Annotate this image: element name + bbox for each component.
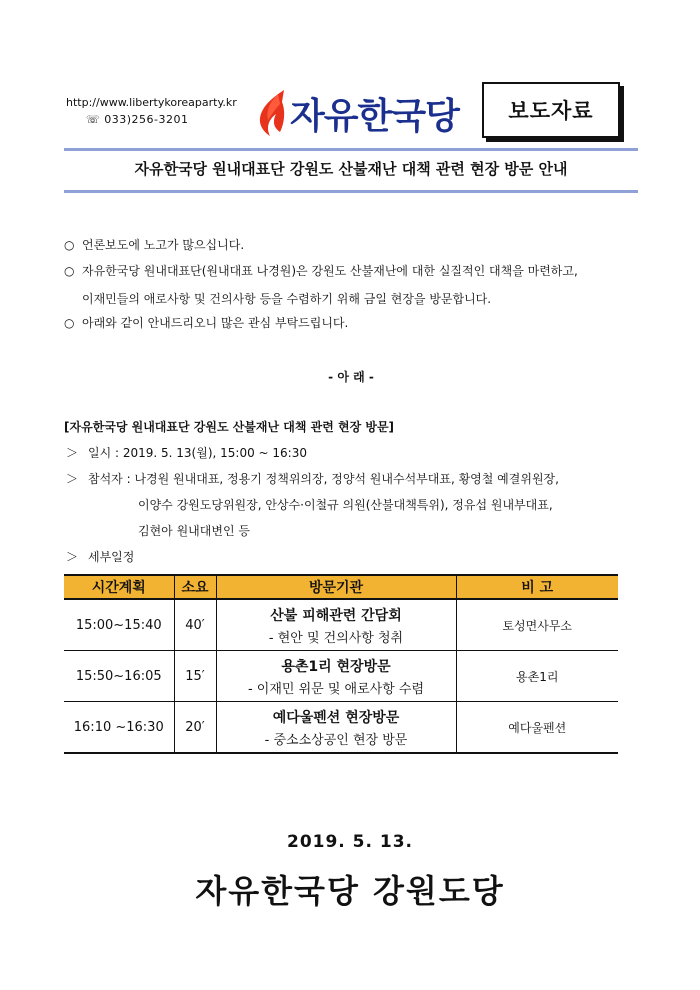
cell-note: 토성면사무소 — [456, 599, 618, 651]
table-header-row — [64, 575, 618, 599]
header-note: 비 고 — [456, 575, 618, 599]
party-phone-number: 033)256-3201 — [104, 113, 189, 126]
note-text: 자유한국당 원내대표단(원내대표 나경원)은 강원도 산불재난에 대한 실질적인 대책을 마련하고, — [82, 264, 578, 278]
note-item-1 — [64, 238, 244, 252]
visit-title: 산불 피해관련 간담회 — [270, 607, 402, 624]
bullet-circle: ○ — [64, 238, 75, 252]
visit-sub: - 이재민 위문 및 애로사항 수렴 — [247, 681, 425, 697]
cell-visit — [216, 702, 456, 754]
cell-duration: 20′ — [174, 702, 216, 754]
cell-visit — [216, 651, 456, 702]
header-visit: 방문기관 — [216, 575, 456, 599]
table-row — [64, 599, 618, 651]
cell-duration: 15′ — [174, 651, 216, 702]
detail-marker: ＞ — [66, 446, 79, 460]
detail-marker: ＞ — [66, 550, 79, 564]
schedule-label: 세부일정 — [88, 550, 135, 564]
headline-top-rule — [64, 148, 638, 151]
note-item-2-continuation: 이재민들의 애로사항 및 건의사항 등을 수렴하기 위해 금일 현장을 방문합니다. — [82, 292, 492, 306]
cell-visit — [216, 599, 456, 651]
attendees-line-1: 나경원 원내대표, 정용기 정책위의장, 정양석 원내수석부대표, 황영철 예결위원장, — [134, 472, 559, 486]
cell-note: 예다울펜션 — [456, 702, 618, 754]
bullet-circle: ○ — [64, 316, 75, 330]
detail-marker: ＞ — [66, 472, 79, 486]
press-release-label: 보도자료 — [508, 99, 594, 123]
document-headline: 자유한국당 원내대표단 강원도 산불재난 대책 관련 현장 방문 안내 — [134, 160, 568, 178]
detail-datetime — [66, 444, 307, 461]
cell-duration: 40′ — [174, 599, 216, 651]
visit-sub: - 현안 및 건의사항 청취 — [268, 630, 404, 646]
visit-title: 예다울펜션 현장방문 — [272, 709, 400, 726]
cell-time: 15:00~15:40 — [64, 599, 174, 651]
footer-date: 2019. 5. 13. — [286, 832, 413, 852]
note-text: 아래와 같이 안내드리오니 많은 관심 부탁드립니다. — [82, 316, 349, 330]
below-marker: - 아 래 - — [328, 370, 374, 384]
detail-schedule — [66, 548, 134, 565]
torch-flame-logo-icon — [254, 88, 290, 138]
datetime-text: 일시 : 2019. 5. 13(월), 15:00 ~ 16:30 — [88, 446, 307, 460]
attendees-line-3: 김현아 원내대변인 등 — [138, 524, 250, 538]
headline-bottom-rule — [64, 190, 638, 193]
phone-icon: ☏ — [86, 113, 101, 126]
press-release-box — [482, 82, 620, 138]
header-duration: 소요 — [174, 575, 216, 599]
schedule-table — [64, 574, 618, 754]
visit-title: 용촌1리 현장방문 — [281, 658, 391, 675]
party-logo-text: 자유한국당 — [290, 96, 459, 137]
footer-organization: 자유한국당 강원도당 — [195, 872, 505, 910]
note-text: 언론보도에 노고가 많으십니다. — [82, 238, 245, 252]
bullet-circle: ○ — [64, 264, 75, 278]
party-website-url: http://www.libertykoreaparty.kr — [66, 96, 237, 109]
header-time: 시간계획 — [64, 575, 174, 599]
attendees-line-2: 이양수 강원도당위원장, 안상수·이철규 의원(산불대책특위), 정유섭 원내부대표, — [138, 498, 553, 512]
table-row — [64, 651, 618, 702]
attendees-label: 참석자 : — [88, 472, 135, 486]
cell-time: 15:50~16:05 — [64, 651, 174, 702]
note-item-3 — [64, 316, 348, 330]
table-row — [64, 702, 618, 754]
cell-time: 16:10 ~16:30 — [64, 702, 174, 754]
party-phone — [86, 113, 189, 126]
cell-note: 용촌1리 — [456, 651, 618, 702]
section-title: [자유한국당 원내대표단 강원도 산불재난 대책 관련 현장 방문] — [64, 420, 395, 434]
detail-attendees — [66, 470, 559, 487]
note-item-2 — [64, 264, 578, 278]
visit-sub: - 중소소상공인 현장 방문 — [264, 732, 408, 748]
